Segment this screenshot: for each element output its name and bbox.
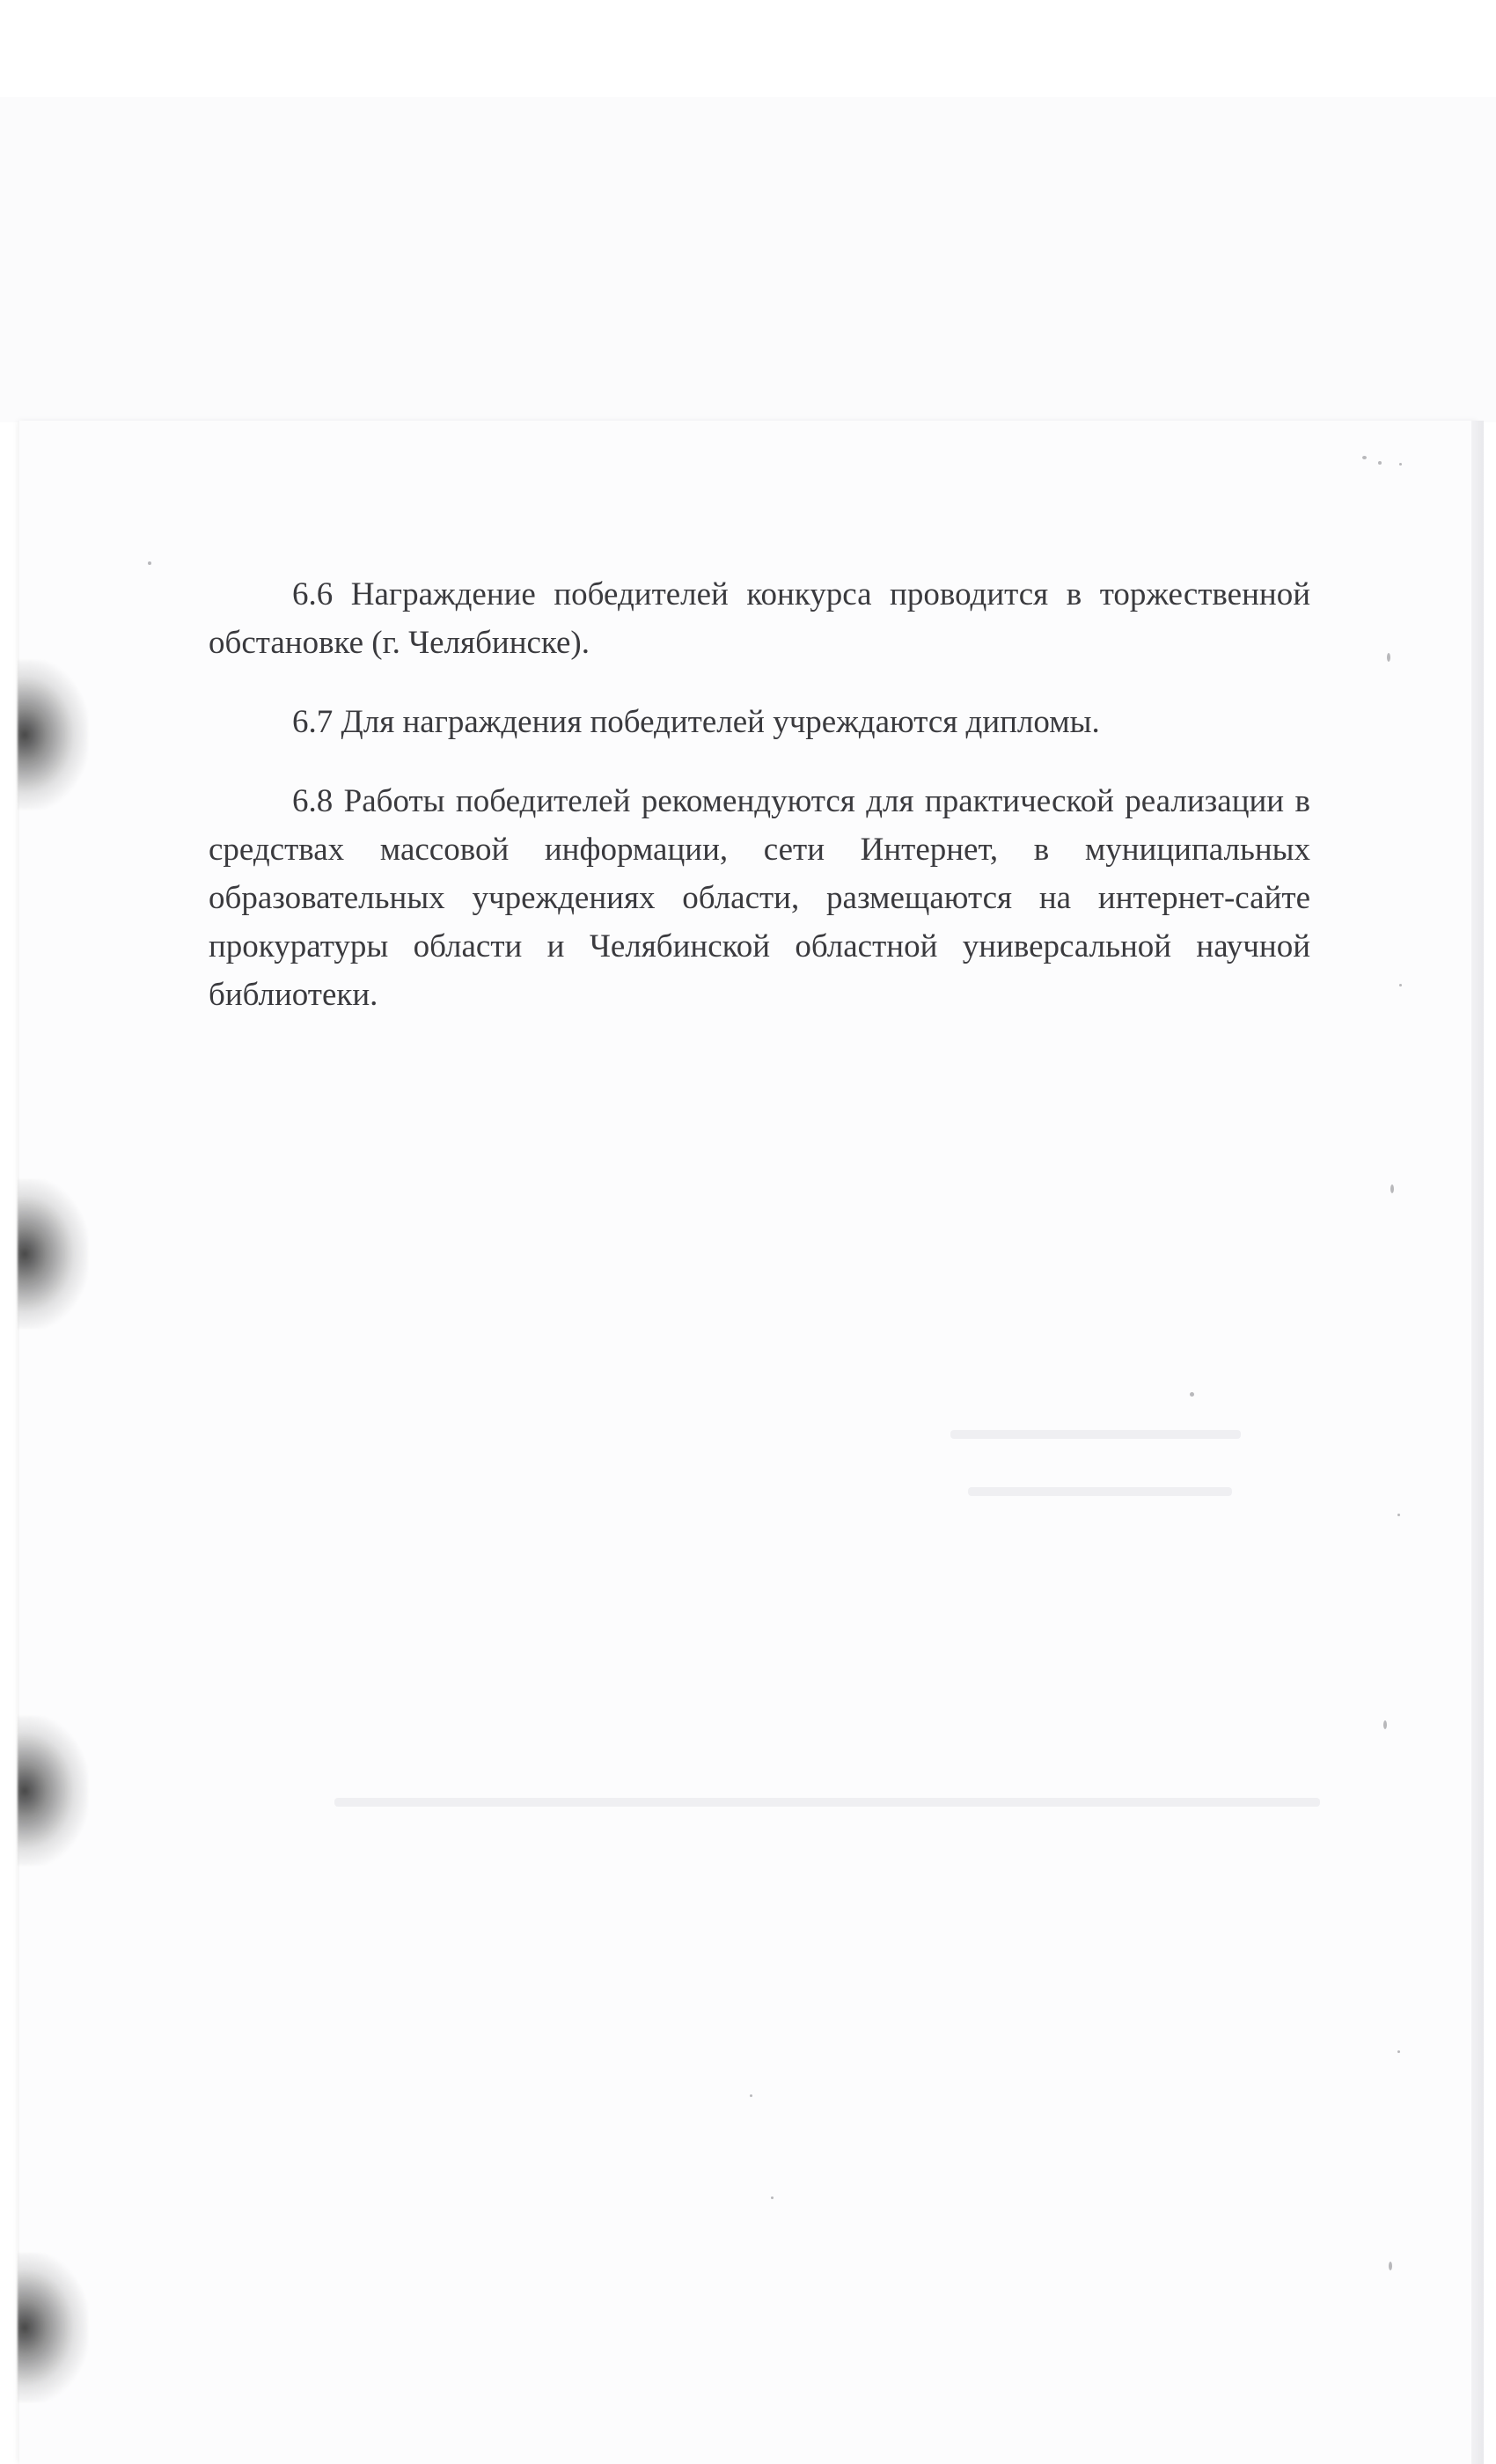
scan-speck: [1383, 1720, 1387, 1729]
scan-speck: [1190, 1392, 1194, 1397]
scan-speck: [1390, 1184, 1394, 1193]
document-body: [209, 570, 1310, 1050]
punch-hole-shadow: [18, 1716, 88, 1866]
punch-hole-shadow: [18, 1179, 88, 1329]
scan-speck: [1378, 461, 1382, 465]
scan-speck: [1397, 1514, 1400, 1516]
scan-speck: [1399, 463, 1402, 466]
scan-speck: [1397, 2050, 1400, 2053]
scan-speck: [750, 2094, 752, 2097]
scanner-background: [0, 97, 1496, 422]
punch-hole-shadow: [18, 2253, 88, 2402]
scanner-top-margin: [0, 0, 1496, 97]
paragraph-6-7: 6.7 Для награждения победителей учреждаются дипломы.: [292, 704, 1100, 740]
bleed-through-line: [950, 1430, 1241, 1439]
paragraph-6-6: 6.6 Награждение победителей конкурса проводится в торжественной обстановке (г. Челябинске).: [209, 576, 1310, 661]
scan-speck: [148, 561, 151, 565]
scan-speck: [1362, 456, 1367, 459]
scan-speck: [1389, 2262, 1392, 2270]
paragraph-6-8: 6.8 Работы победителей рекомендуются для практической реализации в средствах массовой информации, сети Интернет, в муниципальных образовательных учреждениях области, размещаются на интернет-сайте прокуратуры области и Челябинской областной универсальной научной библиотеки.: [209, 783, 1310, 1013]
scan-speck: [771, 2196, 774, 2199]
punch-hole-shadow: [18, 660, 88, 810]
scan-speck: [1387, 653, 1390, 662]
scan-speck: [1399, 984, 1402, 986]
page-right-edge: [1471, 421, 1484, 2464]
bleed-through-line: [334, 1798, 1320, 1807]
bleed-through-line: [968, 1487, 1232, 1496]
